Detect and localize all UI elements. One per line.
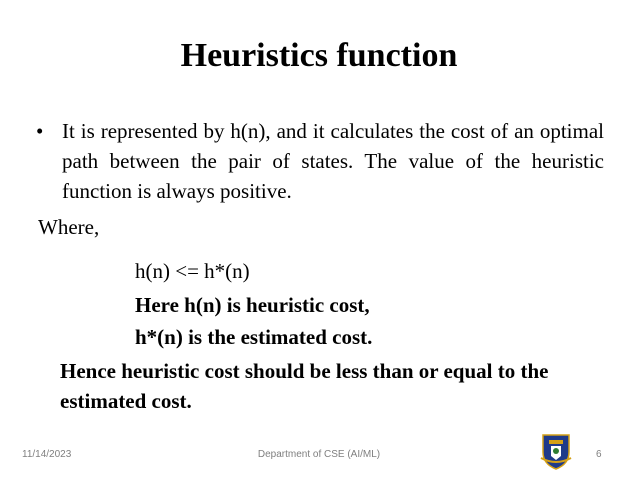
university-crest-icon — [539, 432, 573, 470]
bullet-item — [38, 116, 604, 206]
definition-heuristic-cost: Here h(n) is heuristic cost, — [135, 293, 370, 317]
footer-department: Department of CSE (AI/ML) — [257, 449, 381, 460]
footer-page-number: 6 — [596, 449, 602, 460]
conclusion-text: Hence heuristic cost should be less than or equal to the estimated cost. — [60, 359, 549, 413]
definition-estimated-cost: h*(n) is the estimated cost. — [135, 325, 373, 349]
where-label: Where, — [38, 215, 100, 239]
heuristic-formula: h(n) <= h*(n) — [135, 259, 250, 283]
slide-title: Heuristics function — [180, 37, 458, 74]
footer-date: 11/14/2023 — [22, 449, 72, 460]
bullet-text: It is represented by h(n), and it calculates the cost of an optimal path between the pair of states. The value of the heuristic function is always positive. — [62, 119, 604, 203]
bullet-marker: • — [36, 119, 44, 143]
